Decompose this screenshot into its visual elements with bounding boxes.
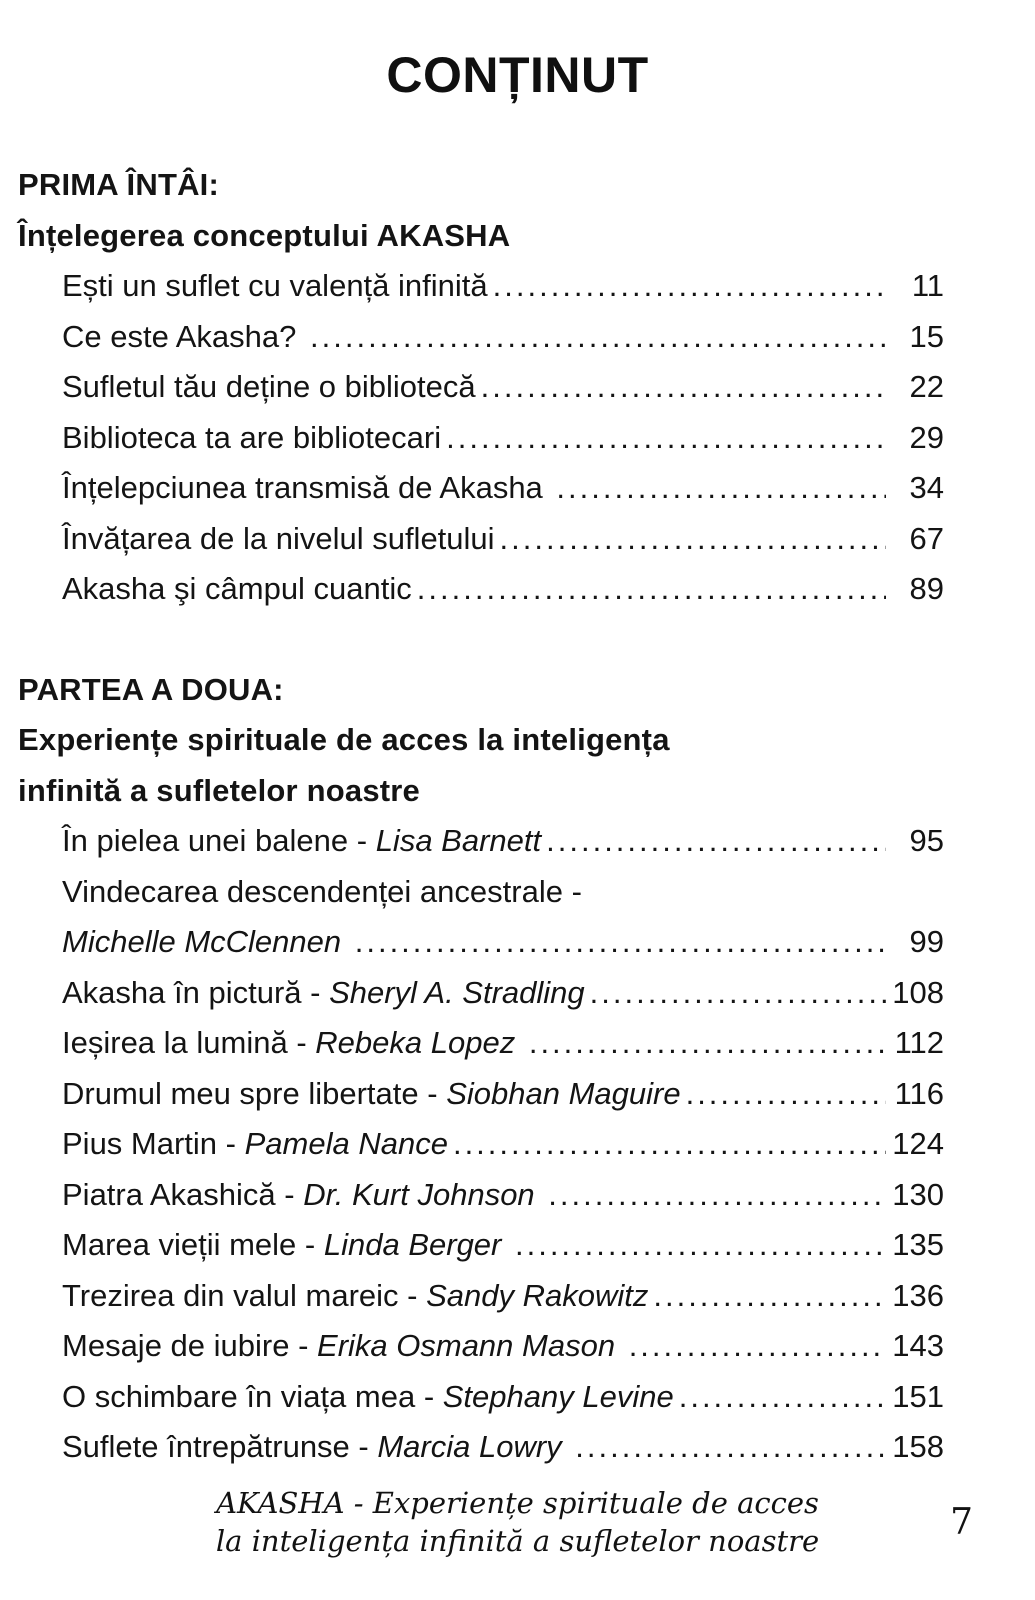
toc-entry <box>18 1372 944 1423</box>
entry-title: Biblioteca ta are bibliotecari <box>62 419 442 455</box>
entry-title: Piatra Akashică - Dr. Kurt Johnson <box>62 1176 544 1212</box>
dot-leader <box>529 1018 886 1069</box>
toc-entry <box>18 968 944 1019</box>
entry-title: Pius Martin - Pamela Nance <box>62 1126 448 1161</box>
dot-leader <box>310 312 886 363</box>
entry-page-number: 67 <box>909 520 944 556</box>
entry-page-number: 22 <box>909 369 944 404</box>
entry-author: Stephany Levine <box>442 1378 674 1414</box>
entry-author: Linda Berger <box>323 1227 510 1262</box>
dot-leader <box>653 1271 886 1322</box>
dot-leader <box>493 261 886 312</box>
entry-title: În pielea unei balene - Lisa Barnett <box>62 823 542 858</box>
entry-title: Akasha şi câmpul cuantic <box>62 571 412 606</box>
entry-author: Pamela Nance <box>244 1126 448 1161</box>
toc-entry <box>18 816 944 867</box>
toc-entry <box>18 1069 944 1120</box>
entry-title: Akasha în pictură - Sheryl A. Stradling <box>62 974 585 1010</box>
entry-page-number: 143 <box>892 1328 944 1363</box>
toc-entry <box>18 413 944 464</box>
entry-title: Ieșirea la lumină - Rebeka Lopez <box>62 1025 524 1060</box>
entry-page-number: 116 <box>894 1075 944 1111</box>
dot-leader <box>556 463 886 514</box>
section-heading-line: Înțelegerea conceptului AKASHA <box>18 217 511 253</box>
toc-entry <box>18 1018 944 1069</box>
entry-title: Ce este Akasha? <box>62 318 305 354</box>
toc-entry <box>18 867 944 918</box>
entry-title: Trezirea din valul mareic - Sandy Rakowitz <box>62 1277 649 1313</box>
entry-title: Mesaje de iubire - Erika Osmann Mason <box>62 1328 624 1363</box>
entry-page-number: 99 <box>909 924 944 959</box>
dot-leader <box>355 917 886 968</box>
dot-leader <box>575 1422 886 1473</box>
toc-entry <box>18 463 944 514</box>
section-heading-line: PARTEA A DOUA: <box>18 671 284 707</box>
dot-leader <box>548 1170 886 1221</box>
entry-author: Sheryl A. Stradling <box>329 974 585 1010</box>
toc-entry <box>18 1220 944 1271</box>
dot-leader <box>481 362 886 413</box>
dot-leader <box>686 1069 886 1120</box>
entry-author: Erika Osmann Mason <box>317 1328 624 1363</box>
entry-page-number: 11 <box>911 268 944 303</box>
dot-leader <box>453 1119 886 1170</box>
entry-title <box>62 917 350 968</box>
toc-entry <box>18 1170 944 1221</box>
dot-leader <box>679 1372 886 1423</box>
dot-leader <box>515 1220 886 1271</box>
dot-leader <box>446 413 886 464</box>
entry-title: O schimbare în viața mea - Stephany Levine <box>62 1378 674 1414</box>
entry-author: Sandy Rakowitz <box>426 1277 649 1313</box>
entry-page-number: 136 <box>892 1277 944 1313</box>
footer-line2: la inteligența infinită a sufletelor noastre <box>215 1524 820 1558</box>
entry-page-number: 108 <box>892 974 944 1010</box>
entry-title: Învățarea de la nivelul sufletului <box>62 520 495 556</box>
entry-author: Dr. Kurt Johnson <box>303 1176 544 1212</box>
dot-leader <box>417 564 886 615</box>
entry-page-number: 135 <box>892 1227 944 1262</box>
toc-sections <box>0 160 1035 1473</box>
entry-title: Sufletul tău deține o bibliotecă <box>62 369 476 404</box>
entry-title: Marea vieții mele - Linda Berger <box>62 1227 510 1262</box>
toc-entry <box>18 362 944 413</box>
entry-author: Michelle McClennen <box>62 924 350 959</box>
entry-title: Vindecarea descendenței ancestrale - <box>62 873 591 909</box>
entry-page-number: 29 <box>909 419 944 455</box>
entry-title: Suflete întrepătrunse - Marcia Lowry <box>62 1429 571 1464</box>
section-heading-line: Experiențe spirituale de acces la inteligența <box>18 722 670 757</box>
entry-page-number: 124 <box>892 1126 944 1161</box>
footer-book-title <box>178 1484 858 1560</box>
entry-page-number: 95 <box>909 823 944 858</box>
entry-title: Ești un suflet cu valență infinită <box>62 268 488 303</box>
entry-page-number: 89 <box>909 571 944 606</box>
toc-section <box>18 160 944 615</box>
page-title: CONȚINUT <box>386 47 649 103</box>
toc-entry <box>18 1271 944 1322</box>
entry-author: Rebeka Lopez <box>315 1025 524 1060</box>
toc-section <box>18 665 944 1473</box>
dot-leader <box>546 816 886 867</box>
entry-page-number: 130 <box>892 1176 944 1212</box>
entry-page-number: 15 <box>909 318 944 354</box>
page-footer <box>0 1484 1035 1560</box>
entry-title: Înțelepciunea transmisă de Akasha <box>62 470 552 505</box>
entry-author: Marcia Lowry <box>377 1429 571 1464</box>
toc-entry <box>18 564 944 615</box>
toc-entry <box>18 312 944 363</box>
dot-leader <box>629 1321 886 1372</box>
toc-entry <box>18 1119 944 1170</box>
toc-entry <box>18 917 944 968</box>
entry-page-number: 112 <box>894 1025 944 1060</box>
footer-line1: AKASHA - Experiențe spirituale de acces <box>216 1486 819 1520</box>
entry-author: Siobhan Maguire <box>446 1075 681 1111</box>
section-heading-line: infinită a sufletelor noastre <box>18 772 420 808</box>
dot-leader <box>500 514 886 565</box>
section-heading-line: PRIMA ÎNTÂI: <box>18 167 220 202</box>
toc-entry <box>18 1321 944 1372</box>
toc-entry <box>18 514 944 565</box>
toc-entry <box>18 261 944 312</box>
entry-author: Lisa Barnett <box>375 823 542 858</box>
toc-entry <box>18 1422 944 1473</box>
entry-page-number: 151 <box>892 1378 944 1414</box>
entry-page-number: 158 <box>892 1429 944 1464</box>
entry-title: Drumul meu spre libertate - Siobhan Maguire <box>62 1075 681 1111</box>
entry-page-number: 34 <box>909 470 944 505</box>
dot-leader <box>590 968 886 1019</box>
page-number: 7 <box>950 1501 973 1543</box>
